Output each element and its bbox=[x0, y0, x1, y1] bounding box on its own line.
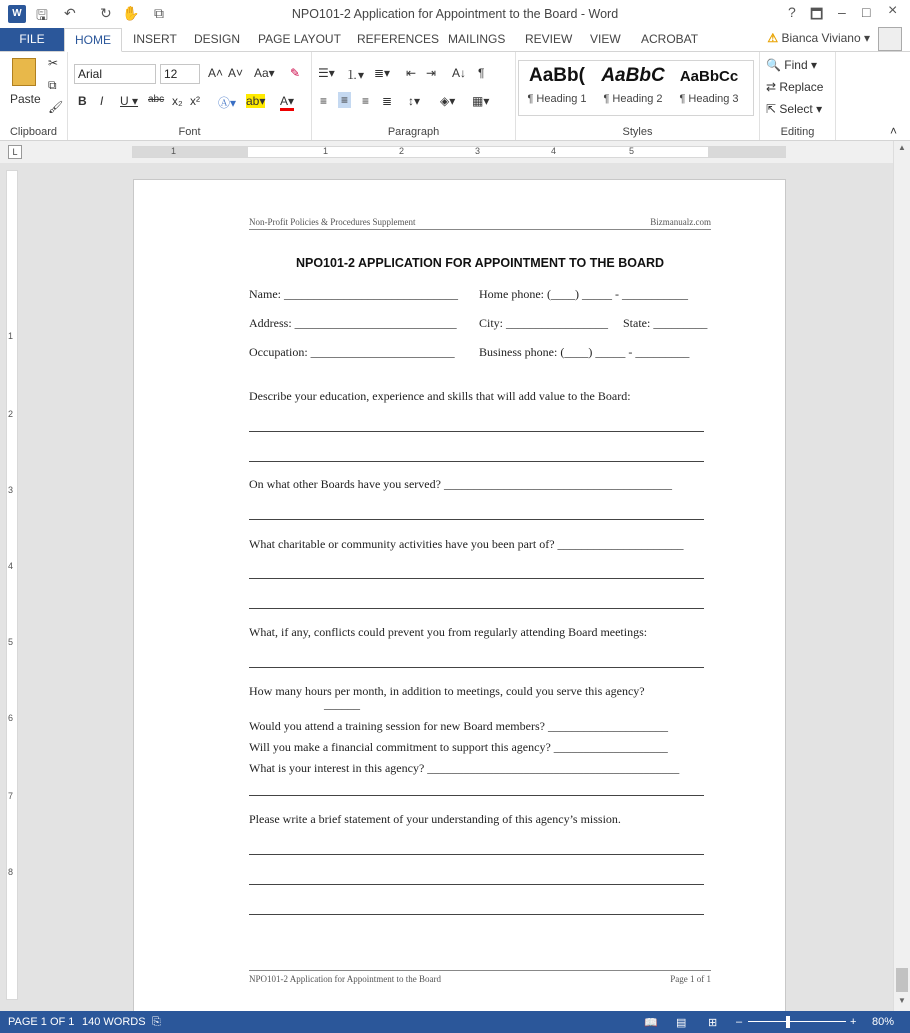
change-case-icon[interactable]: Aa▾ bbox=[254, 66, 275, 80]
tab-home[interactable]: HOME bbox=[64, 28, 122, 52]
help-button[interactable]: ? bbox=[788, 4, 796, 20]
decrease-indent-icon[interactable]: ⇤ bbox=[406, 66, 417, 80]
ruler-number: 1 bbox=[171, 146, 177, 156]
ruler-number: 4 bbox=[8, 561, 14, 571]
style-heading-3[interactable] bbox=[671, 65, 747, 105]
line-spacing-icon[interactable]: ↕▾ bbox=[408, 94, 421, 108]
close-button[interactable]: × bbox=[888, 2, 898, 19]
style-name: ¶ Heading 3 bbox=[679, 93, 739, 105]
align-left-icon[interactable]: ≡ bbox=[320, 94, 328, 108]
save-icon[interactable]: 🖫 bbox=[36, 7, 48, 23]
zoom-in-icon[interactable]: + bbox=[850, 1016, 857, 1028]
answer-line bbox=[249, 578, 704, 579]
ruler-number: 1 bbox=[323, 146, 329, 156]
answer-line bbox=[249, 884, 704, 885]
shading-icon[interactable]: ◈▾ bbox=[440, 94, 456, 108]
vertical-ruler[interactable] bbox=[6, 170, 18, 1000]
answer-line bbox=[249, 519, 704, 520]
font-label: Font bbox=[178, 126, 201, 138]
ribbon-display-button[interactable]: 🗖 bbox=[810, 6, 824, 22]
title-bar bbox=[0, 0, 910, 28]
copy-icon[interactable]: ⧉ bbox=[48, 78, 57, 92]
tab-mailings[interactable]: MAILINGS bbox=[448, 32, 506, 46]
tab-file[interactable]: FILE bbox=[0, 28, 64, 51]
undo-icon[interactable]: ↶ bbox=[64, 5, 76, 21]
zoom-out-icon[interactable]: – bbox=[736, 1016, 743, 1028]
user-account[interactable]: ⚠ Bianca Viviano ▾ bbox=[767, 31, 870, 45]
answer-line bbox=[249, 608, 704, 609]
tab-references[interactable]: REFERENCES bbox=[357, 32, 440, 46]
style-name: ¶ Heading 2 bbox=[603, 93, 663, 105]
paragraph-group bbox=[312, 52, 516, 140]
avatar[interactable] bbox=[878, 27, 902, 51]
style-preview: AaBbC bbox=[601, 65, 665, 86]
minimize-button[interactable]: – bbox=[838, 4, 846, 20]
answer-line bbox=[249, 795, 704, 796]
align-center-icon[interactable]: ≡ bbox=[338, 92, 351, 108]
show-marks-icon[interactable]: ¶ bbox=[478, 66, 485, 80]
warning-icon: ⚠ bbox=[767, 31, 779, 45]
state-field: State: _________ bbox=[623, 316, 708, 330]
sort-icon[interactable]: A↓ bbox=[452, 66, 467, 80]
answer-line bbox=[249, 431, 704, 432]
document-page[interactable] bbox=[133, 179, 786, 1019]
grow-font-icon[interactable]: A˄ bbox=[208, 66, 224, 80]
conflicts-question: What, if any, conflicts could prevent you from regularly attending Board meetings: bbox=[249, 625, 648, 639]
hours-answer-line: ______ bbox=[324, 697, 360, 711]
window-title: NPO101-2 Application for Appointment to the Board - Word bbox=[291, 7, 619, 21]
paste-icon[interactable] bbox=[12, 58, 36, 86]
subscript-icon[interactable]: x₂ bbox=[172, 94, 183, 108]
hours-question: How many hours per month, in addition to meetings, could you serve this agency? bbox=[249, 684, 645, 698]
left-margin bbox=[133, 147, 248, 157]
increase-indent-icon[interactable]: ⇥ bbox=[426, 66, 437, 80]
ruler-number: 6 bbox=[8, 713, 14, 723]
answer-line bbox=[249, 461, 704, 462]
collapse-ribbon-icon[interactable]: ˄ bbox=[890, 124, 898, 138]
tab-insert[interactable]: INSERT bbox=[133, 32, 177, 46]
ruler-number: 8 bbox=[8, 867, 14, 877]
ruler-number: 1 bbox=[8, 331, 14, 341]
format-painter-icon[interactable]: 🖌 bbox=[48, 100, 64, 114]
answer-line bbox=[249, 914, 704, 915]
name-field: Name: _____________________________ bbox=[249, 287, 458, 301]
training-question: Would you attend a training session for new Board members? ____________________ bbox=[249, 719, 668, 733]
clear-formatting-icon[interactable]: ✎ bbox=[290, 66, 301, 80]
page-title: NPO101-2 APPLICATION FOR APPOINTMENT TO THE BOARD bbox=[295, 256, 665, 270]
replace-icon: ⇄ bbox=[766, 80, 777, 94]
multilevel-list-icon[interactable]: ≣▾ bbox=[374, 66, 391, 80]
find-button[interactable]: 🔍 Find ▾ bbox=[766, 58, 817, 72]
tab-selector[interactable]: L bbox=[8, 145, 22, 159]
zoom-slider[interactable] bbox=[748, 1021, 846, 1022]
strikethrough-icon[interactable]: abc bbox=[148, 94, 165, 105]
answer-line bbox=[249, 667, 704, 668]
ruler-number: 3 bbox=[8, 485, 14, 495]
ruler-number: 7 bbox=[8, 791, 14, 801]
shrink-font-icon[interactable]: A˅ bbox=[228, 66, 244, 80]
user-name: Bianca Viviano bbox=[781, 31, 861, 45]
ruler-number: 5 bbox=[629, 146, 635, 156]
highlight-icon[interactable]: ab▾ bbox=[246, 94, 266, 108]
underline-icon[interactable]: U ▾ bbox=[120, 94, 139, 108]
font-name-dropdown[interactable]: Arial bbox=[74, 64, 156, 84]
city-field: City: _________________ bbox=[479, 316, 609, 330]
web-layout-icon[interactable]: ⊞ bbox=[708, 1017, 718, 1029]
header-right: Bizmanualz.com bbox=[650, 217, 711, 227]
address-field: Address: ___________________________ bbox=[249, 316, 457, 330]
clipboard-group bbox=[0, 52, 68, 140]
italic-icon[interactable]: I bbox=[100, 94, 104, 108]
education-question: Describe your education, experience and skills that will add value to the Board: bbox=[249, 389, 631, 403]
ruler-number: 3 bbox=[475, 146, 481, 156]
horizontal-ruler[interactable] bbox=[132, 146, 786, 158]
font-size-dropdown[interactable]: 12 bbox=[160, 64, 200, 84]
styles-group bbox=[516, 52, 760, 140]
font-color-icon[interactable]: A▾ bbox=[280, 94, 294, 111]
tab-page-layout[interactable]: PAGE LAYOUT bbox=[258, 32, 341, 46]
answer-line bbox=[249, 854, 704, 855]
tab-review[interactable]: REVIEW bbox=[525, 32, 573, 46]
status-bar bbox=[0, 1011, 910, 1033]
select-label: Select bbox=[779, 102, 813, 116]
scroll-up-icon[interactable]: ▲ bbox=[898, 143, 906, 152]
ribbon bbox=[0, 51, 910, 141]
binoculars-icon: 🔍 bbox=[766, 58, 781, 72]
style-name: ¶ Heading 1 bbox=[527, 93, 587, 105]
cut-icon[interactable]: ✂ bbox=[48, 56, 59, 70]
cursor-icon: ⇱ bbox=[766, 102, 777, 116]
home-phone-field: Home phone: (____) _____ - ___________ bbox=[479, 287, 688, 301]
style-heading-1[interactable] bbox=[519, 65, 595, 105]
bullets-icon[interactable]: ☰▾ bbox=[318, 66, 335, 80]
scroll-down-icon[interactable]: ▼ bbox=[898, 996, 906, 1005]
interest-question: What is your interest in this agency? __________________________________________ bbox=[249, 761, 680, 775]
mission-question: Please write a brief statement of your understanding of this agency’s mission. bbox=[249, 812, 621, 826]
financial-question: Will you make a financial commitment to support this agency? ___________________ bbox=[249, 740, 668, 754]
page-footer bbox=[249, 970, 711, 984]
word-app-icon[interactable]: W bbox=[8, 5, 26, 23]
borders-icon[interactable]: ▦▾ bbox=[472, 94, 490, 108]
tab-acrobat[interactable]: ACROBAT bbox=[641, 32, 699, 46]
tab-view[interactable]: VIEW bbox=[590, 32, 621, 46]
zoom-slider-thumb[interactable] bbox=[786, 1016, 790, 1028]
occupation-field: Occupation: ________________________ bbox=[249, 345, 455, 359]
font-group bbox=[68, 52, 312, 140]
align-right-icon[interactable]: ≡ bbox=[362, 94, 370, 108]
word-count[interactable]: 140 WORDS bbox=[82, 1016, 146, 1028]
page-header bbox=[249, 217, 711, 230]
select-button[interactable]: ⇱ Select ▾ bbox=[766, 102, 823, 116]
vertical-scrollbar[interactable] bbox=[893, 141, 910, 1011]
replace-label: Replace bbox=[779, 80, 824, 94]
replace-button[interactable] bbox=[766, 80, 823, 94]
style-heading-2[interactable] bbox=[595, 65, 671, 105]
paste-button[interactable]: Paste bbox=[10, 92, 41, 106]
styles-label: Styles bbox=[622, 126, 653, 138]
header-left: Non-Profit Policies & Procedures Supplement bbox=[249, 217, 416, 227]
clipboard-label: Clipboard bbox=[9, 126, 58, 138]
charitable-question: What charitable or community activities have you been part of? _____________________ bbox=[249, 537, 684, 551]
ruler-number: 4 bbox=[551, 146, 557, 156]
footer-right: Page 1 of 1 bbox=[670, 974, 711, 984]
maximize-button[interactable]: □ bbox=[862, 4, 871, 20]
text-effects-icon[interactable]: Ⓐ▾ bbox=[218, 96, 237, 110]
read-mode-icon[interactable]: 📖 bbox=[644, 1017, 658, 1029]
numbering-icon[interactable]: ⒈▾ bbox=[346, 68, 365, 82]
business-phone-field: Business phone: (____) _____ - _________ bbox=[479, 345, 690, 359]
justify-icon[interactable]: ≣ bbox=[382, 94, 393, 108]
ruler-number: 2 bbox=[399, 146, 405, 156]
other-boards-question: On what other Boards have you served? ______________________________________ bbox=[249, 477, 672, 491]
zoom-level[interactable]: 80% bbox=[872, 1016, 895, 1028]
ruler-number: 2 bbox=[8, 409, 14, 419]
superscript-icon[interactable]: x² bbox=[190, 94, 200, 108]
touch-mode-icon[interactable]: ✋ bbox=[122, 5, 140, 21]
scroll-thumb[interactable] bbox=[896, 968, 908, 992]
paragraph-label: Paragraph bbox=[387, 126, 440, 138]
customize-qat-icon[interactable]: ⧉ bbox=[154, 5, 164, 21]
editing-label: Editing bbox=[780, 126, 815, 138]
footer-left: NPO101-2 Application for Appointment to the Board bbox=[249, 974, 441, 984]
proofing-icon[interactable]: ⎘ bbox=[152, 1016, 161, 1028]
styles-gallery[interactable] bbox=[518, 60, 754, 116]
editing-group bbox=[760, 52, 836, 140]
style-preview: AaBbCc bbox=[679, 68, 739, 85]
find-label: Find bbox=[784, 58, 808, 72]
tab-design[interactable]: DESIGN bbox=[194, 32, 241, 46]
page-count[interactable]: PAGE 1 OF 1 bbox=[8, 1016, 75, 1028]
style-preview: AaBb( bbox=[529, 65, 585, 86]
bold-icon[interactable]: B bbox=[78, 94, 87, 108]
print-layout-icon[interactable]: ▤ bbox=[676, 1017, 687, 1029]
right-margin bbox=[708, 147, 786, 157]
redo-icon[interactable]: ↻ bbox=[100, 5, 112, 21]
ruler-number: 5 bbox=[8, 637, 14, 647]
